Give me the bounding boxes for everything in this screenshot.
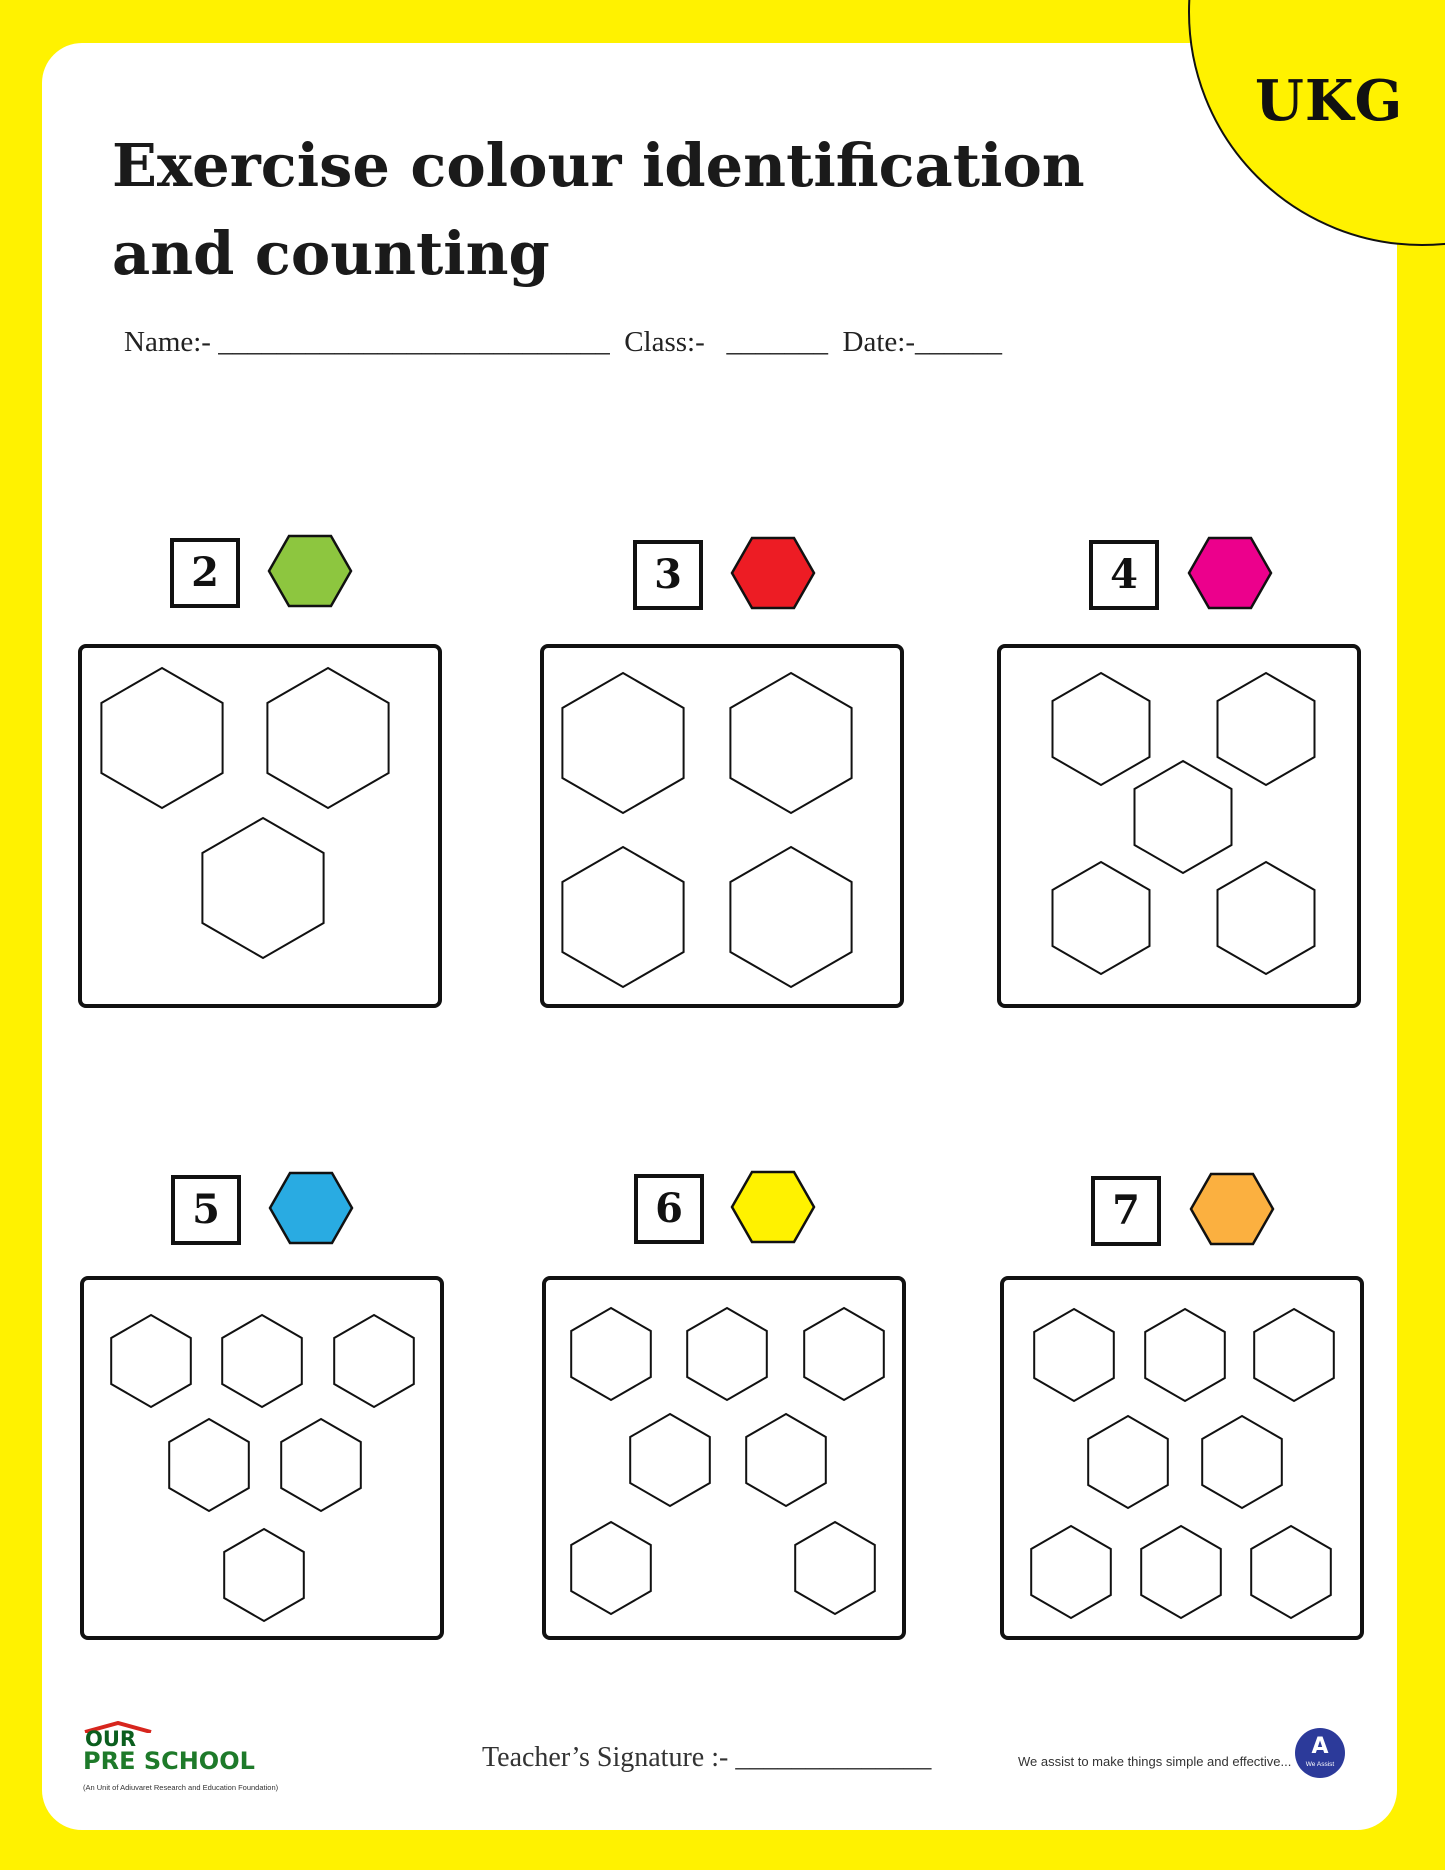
signature-label: Teacher’s Signature :- xyxy=(482,1742,729,1773)
hexagon-to-colour[interactable] xyxy=(281,1419,361,1511)
name-field[interactable]: ___________________________ xyxy=(218,326,610,358)
count-number-box: 3 xyxy=(633,540,703,610)
hexagon-to-colour[interactable] xyxy=(202,818,323,958)
hexagon-to-colour[interactable] xyxy=(730,673,851,813)
hexagon-to-colour[interactable] xyxy=(562,847,683,987)
class-field[interactable]: _______ xyxy=(726,326,829,358)
hexagon-to-colour[interactable] xyxy=(1053,673,1150,785)
tagline: We assist to make things simple and effective... xyxy=(1018,1754,1292,1769)
hexagon-to-colour[interactable] xyxy=(571,1308,651,1400)
count-number-box: 6 xyxy=(634,1174,704,1244)
exercise-card xyxy=(542,1276,906,1640)
hexagon-to-colour[interactable] xyxy=(111,1315,191,1407)
hexagon-to-colour[interactable] xyxy=(1251,1526,1331,1618)
hexagon-to-colour[interactable] xyxy=(746,1414,826,1506)
colour-swatch-hexagon xyxy=(1187,1170,1277,1248)
teacher-signature-row xyxy=(482,1742,931,1774)
assist-logo-text: We Assist xyxy=(1305,1761,1335,1768)
exercise-card xyxy=(540,644,904,1008)
we-assist-logo xyxy=(1295,1728,1345,1778)
title-line-1: Exercise colour identification xyxy=(112,131,1085,200)
assist-letter-icon: A xyxy=(1311,1734,1329,1759)
worksheet-title xyxy=(112,122,1112,298)
date-label: Date:- xyxy=(842,326,915,358)
hexagon-to-colour[interactable] xyxy=(1034,1309,1114,1401)
hexagon-to-colour[interactable] xyxy=(1218,673,1315,785)
title-line-2: and counting xyxy=(112,219,550,288)
grade-badge-label: UKG xyxy=(1255,68,1404,134)
colour-swatch-hexagon xyxy=(728,1168,818,1246)
hexagon-group xyxy=(546,1280,902,1636)
hexagon-to-colour[interactable] xyxy=(1088,1416,1168,1508)
logo-subtitle: (An Unit of Adiuvaret Research and Education Foundation) xyxy=(83,1783,279,1792)
our-preschool-logo xyxy=(83,1727,279,1797)
hexagon-to-colour[interactable] xyxy=(267,668,388,808)
count-number-box: 5 xyxy=(171,1175,241,1245)
hexagon-to-colour[interactable] xyxy=(730,847,851,987)
student-info-row xyxy=(124,326,1002,359)
date-field[interactable]: ______ xyxy=(915,326,1002,358)
hexagon-group xyxy=(82,648,438,1004)
hexagon-to-colour[interactable] xyxy=(687,1308,767,1400)
count-number-box: 4 xyxy=(1089,540,1159,610)
hexagon-to-colour[interactable] xyxy=(1031,1526,1111,1618)
hexagon-to-colour[interactable] xyxy=(1135,761,1232,873)
hexagon-to-colour[interactable] xyxy=(630,1414,710,1506)
hexagon-to-colour[interactable] xyxy=(1053,862,1150,974)
logo-line-2: PRE SCHOOL xyxy=(83,1747,255,1775)
hexagon-to-colour[interactable] xyxy=(1141,1526,1221,1618)
class-label: Class:- xyxy=(624,326,705,358)
exercise-card xyxy=(997,644,1361,1008)
exercise-card xyxy=(1000,1276,1364,1640)
hexagon-to-colour[interactable] xyxy=(169,1419,249,1511)
hexagon-to-colour[interactable] xyxy=(222,1315,302,1407)
exercise-card xyxy=(80,1276,444,1640)
hexagon-to-colour[interactable] xyxy=(1254,1309,1334,1401)
name-label: Name:- xyxy=(124,326,211,358)
hexagon-to-colour[interactable] xyxy=(562,673,683,813)
hexagon-group xyxy=(1001,648,1357,1004)
colour-swatch-hexagon xyxy=(728,534,818,612)
hexagon-to-colour[interactable] xyxy=(571,1522,651,1614)
hexagon-to-colour[interactable] xyxy=(1218,862,1315,974)
hexagon-to-colour[interactable] xyxy=(334,1315,414,1407)
hexagon-to-colour[interactable] xyxy=(1202,1416,1282,1508)
hexagon-to-colour[interactable] xyxy=(795,1522,875,1614)
logo-line-1: OUR xyxy=(85,1727,137,1751)
count-number-box: 2 xyxy=(170,538,240,608)
hexagon-to-colour[interactable] xyxy=(101,668,222,808)
hexagon-to-colour[interactable] xyxy=(1145,1309,1225,1401)
hexagon-to-colour[interactable] xyxy=(224,1529,304,1621)
hexagon-group xyxy=(1004,1280,1360,1636)
colour-swatch-hexagon xyxy=(266,1169,356,1247)
hexagon-to-colour[interactable] xyxy=(804,1308,884,1400)
count-number-box: 7 xyxy=(1091,1176,1161,1246)
colour-swatch-hexagon xyxy=(1185,534,1275,612)
hexagon-group xyxy=(544,648,900,1004)
exercise-card xyxy=(78,644,442,1008)
signature-field[interactable]: ______________ xyxy=(735,1742,932,1773)
colour-swatch-hexagon xyxy=(265,532,355,610)
hexagon-group xyxy=(84,1280,440,1636)
